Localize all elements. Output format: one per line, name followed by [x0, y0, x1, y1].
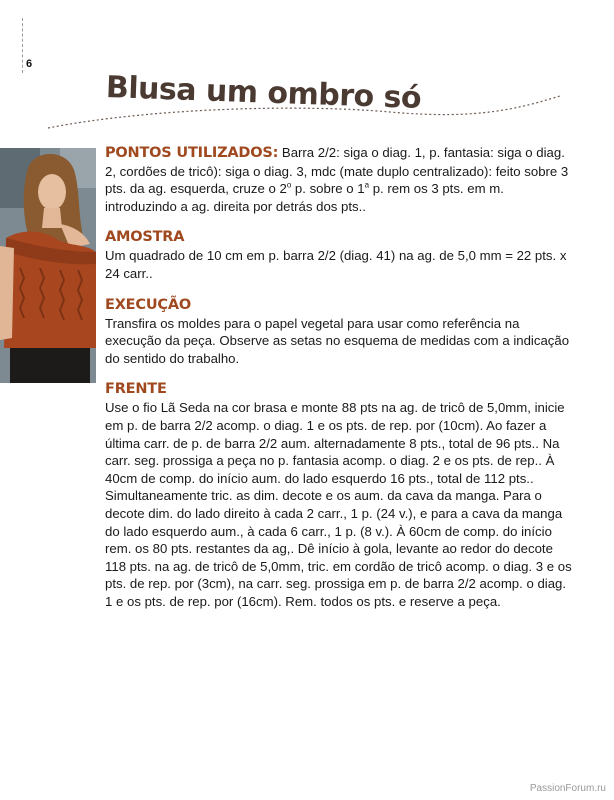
model-photo [0, 148, 96, 383]
page-number: 6 [26, 58, 33, 70]
frente-text: Use o fio Lã Seda na cor brasa e monte 88 pts na ag. de tricô de 5,0mm, inicie em p. de barra 2/2 acomp. o diag. 1 e os pts. de rep. por (10cm). Ao fazer a última carr. de p. de barra 2/2 aum. alternadamente 8 pts., total de 96 pts.. Na carr. seg. prossiga a peça no p. fantasia acomp. o diag. 2 e os pts. de rep.. À 40cm de comp. do início aum. do lado esquerdo 16 pts., total de 112 pts.. Simultaneamente tric. as dim. decote e os aum. da cava da manga. Para o decote dim. do lado direito à cada 2 carr., 1 p. (24 v.), e para a cava da manga do lado esquerdo aum., à cada 6 carr., 1 p. (8 v.). À 60cm de comp. do início rem. os 80 pts. restantes da ag,. Dê início à gola, levante ao redor do decote 118 pts. na ag. de tricô de 5,0mm, tric. em cordão de tricô acomp. o diag. 3 e os pts. de rep. por (3cm), na carr. seg. prossiga em p. de barra 2/2 acomp. o diag. 1 e os pts. de rep. por (16cm). Rem. todos os pts. e reserve a peça. [105, 400, 572, 609]
amostra-text: Um quadrado de 10 cm em p. barra 2/2 (diag. 41) na ag. de 5,0 mm = 22 pts. x 24 carr.. [105, 248, 567, 281]
section-amostra [105, 228, 575, 282]
pontos-text-c: p. rem os 3 pts. em m. introduzindo a ag. direita por detrás dos pts.. [105, 181, 504, 214]
section-heading-execucao: EXECUÇÃO [105, 296, 191, 313]
model-illustration [0, 148, 96, 383]
pontos-text-b: p. sobre o 1 [291, 181, 365, 197]
page-title: Blusa um ombro só [105, 70, 422, 116]
content-body [105, 144, 575, 623]
margin-line [22, 18, 23, 73]
pontos-sup-b: a [364, 180, 370, 190]
section-frente [105, 380, 575, 610]
section-pontos [105, 144, 575, 215]
pontos-paragraph [105, 144, 575, 215]
section-heading-pontos: PONTOS UTILIZADOS: [105, 145, 279, 161]
pontos-sup-a: o [286, 180, 292, 190]
section-heading-amostra: AMOSTRA [105, 229, 185, 246]
pontos-text-a: Barra 2/2: siga o diag. 1, p. fantasia: siga o diag. 2, cordões de tricô): siga o diag. 3, mdc (mate duplo centralizado): feito sobre 3 pts. da ag. esquerda, cruze o 2 [105, 145, 569, 197]
execucao-text: Transfira os moldes para o papel vegetal para usar como referência na execução da peça. Observe as setas no esquema de medidas com a indicação do sentido do trabalho. [105, 315, 570, 366]
section-execucao [105, 296, 575, 368]
section-heading-frente: FRENTE [105, 381, 167, 398]
watermark: PassionForum.ru [529, 783, 606, 794]
